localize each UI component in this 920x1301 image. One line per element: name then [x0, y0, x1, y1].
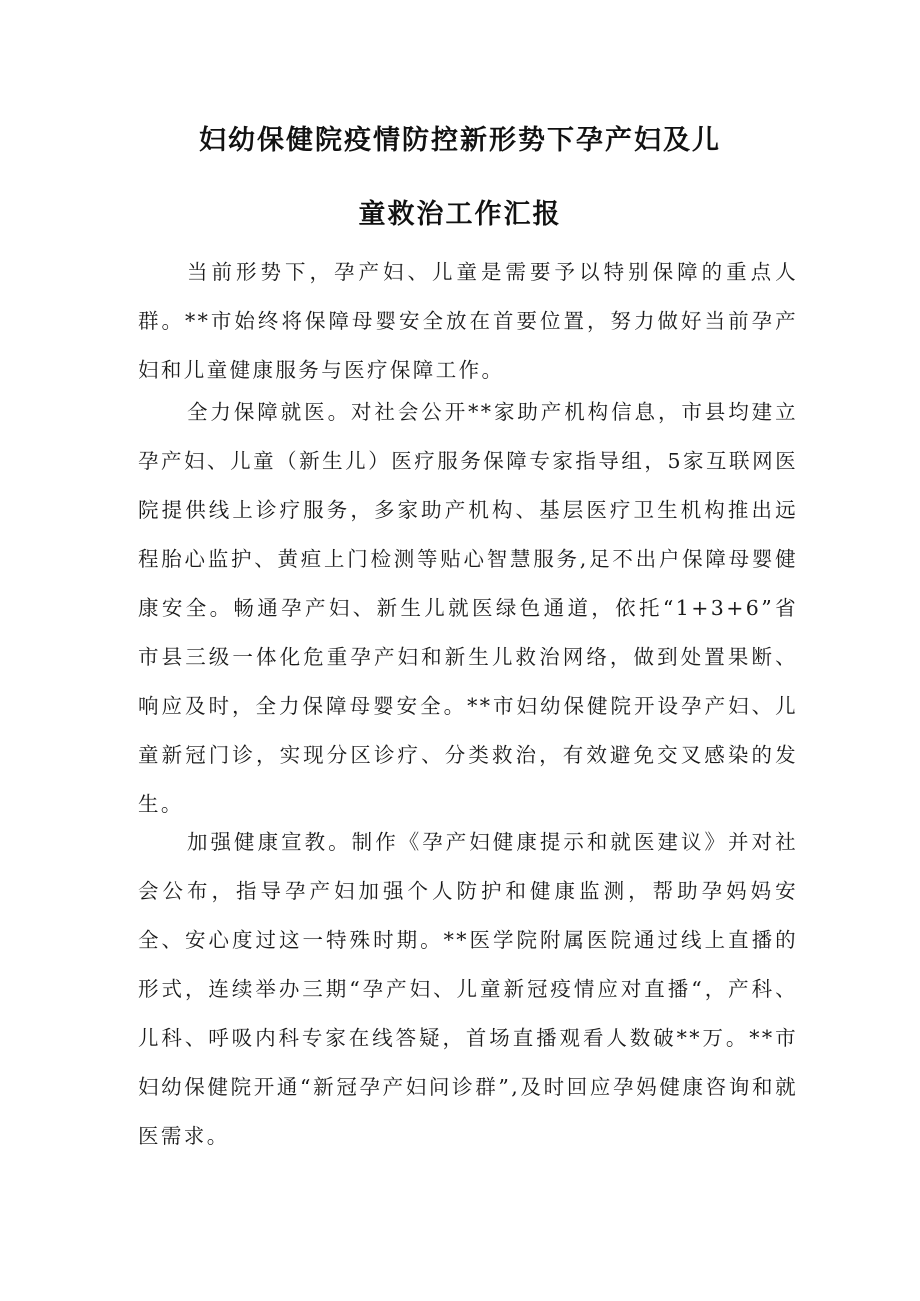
paragraph-intro: 当前形势下，孕产妇、儿童是需要予以特别保障的重点人群。**市始终将保障母婴安全放在首要位置，努力做好当前孕产妇和儿童健康服务与医疗保障工作。: [138, 260, 798, 382]
document-title-line-1: 妇幼保健院疫情防控新形势下孕产妇及儿: [199, 125, 721, 156]
paragraph-medical-access: 全力保障就医。对社会公开**家助产机构信息，市县均建立孕产妇、儿童（新生儿）医疗服务保障专家指导组，5家互联网医院提供线上诊疗服务，多家助产机构、基层医疗卫生机构推出远程胎心监护、黄疸上门检测等贴心智慧服务,足不出户保障母婴健康安全。畅通孕产妇、新生儿就医绿色通道，依托“1+3+6”省市县三级一体化危重孕产妇和新生儿救治网络，做到处置果断、响应及时，全力保障母婴安全。**市妇幼保健院开设孕产妇、儿童新冠门诊，实现分区诊疗、分类救治，有效避免交叉感染的发生。: [138, 400, 798, 816]
paragraph-health-education: 加强健康宣教。制作《孕产妇健康提示和就医建议》并对社会公布，指导孕产妇加强个人防护和健康监测，帮助孕妈妈安全、安心度过这一特殊时期。**医学院附属医院通过线上直播的形式，连续举办三期“孕产妇、儿童新冠疫情应对直播“，产科、儿科、呼吸内科专家在线答疑，首场直播观看人数破**万。**市妇幼保健院开通“新冠孕产妇问诊群”,及时回应孕妈健康咨询和就医需求。: [138, 830, 798, 1148]
document-title-line-2: 童救治工作汇报: [358, 199, 562, 230]
